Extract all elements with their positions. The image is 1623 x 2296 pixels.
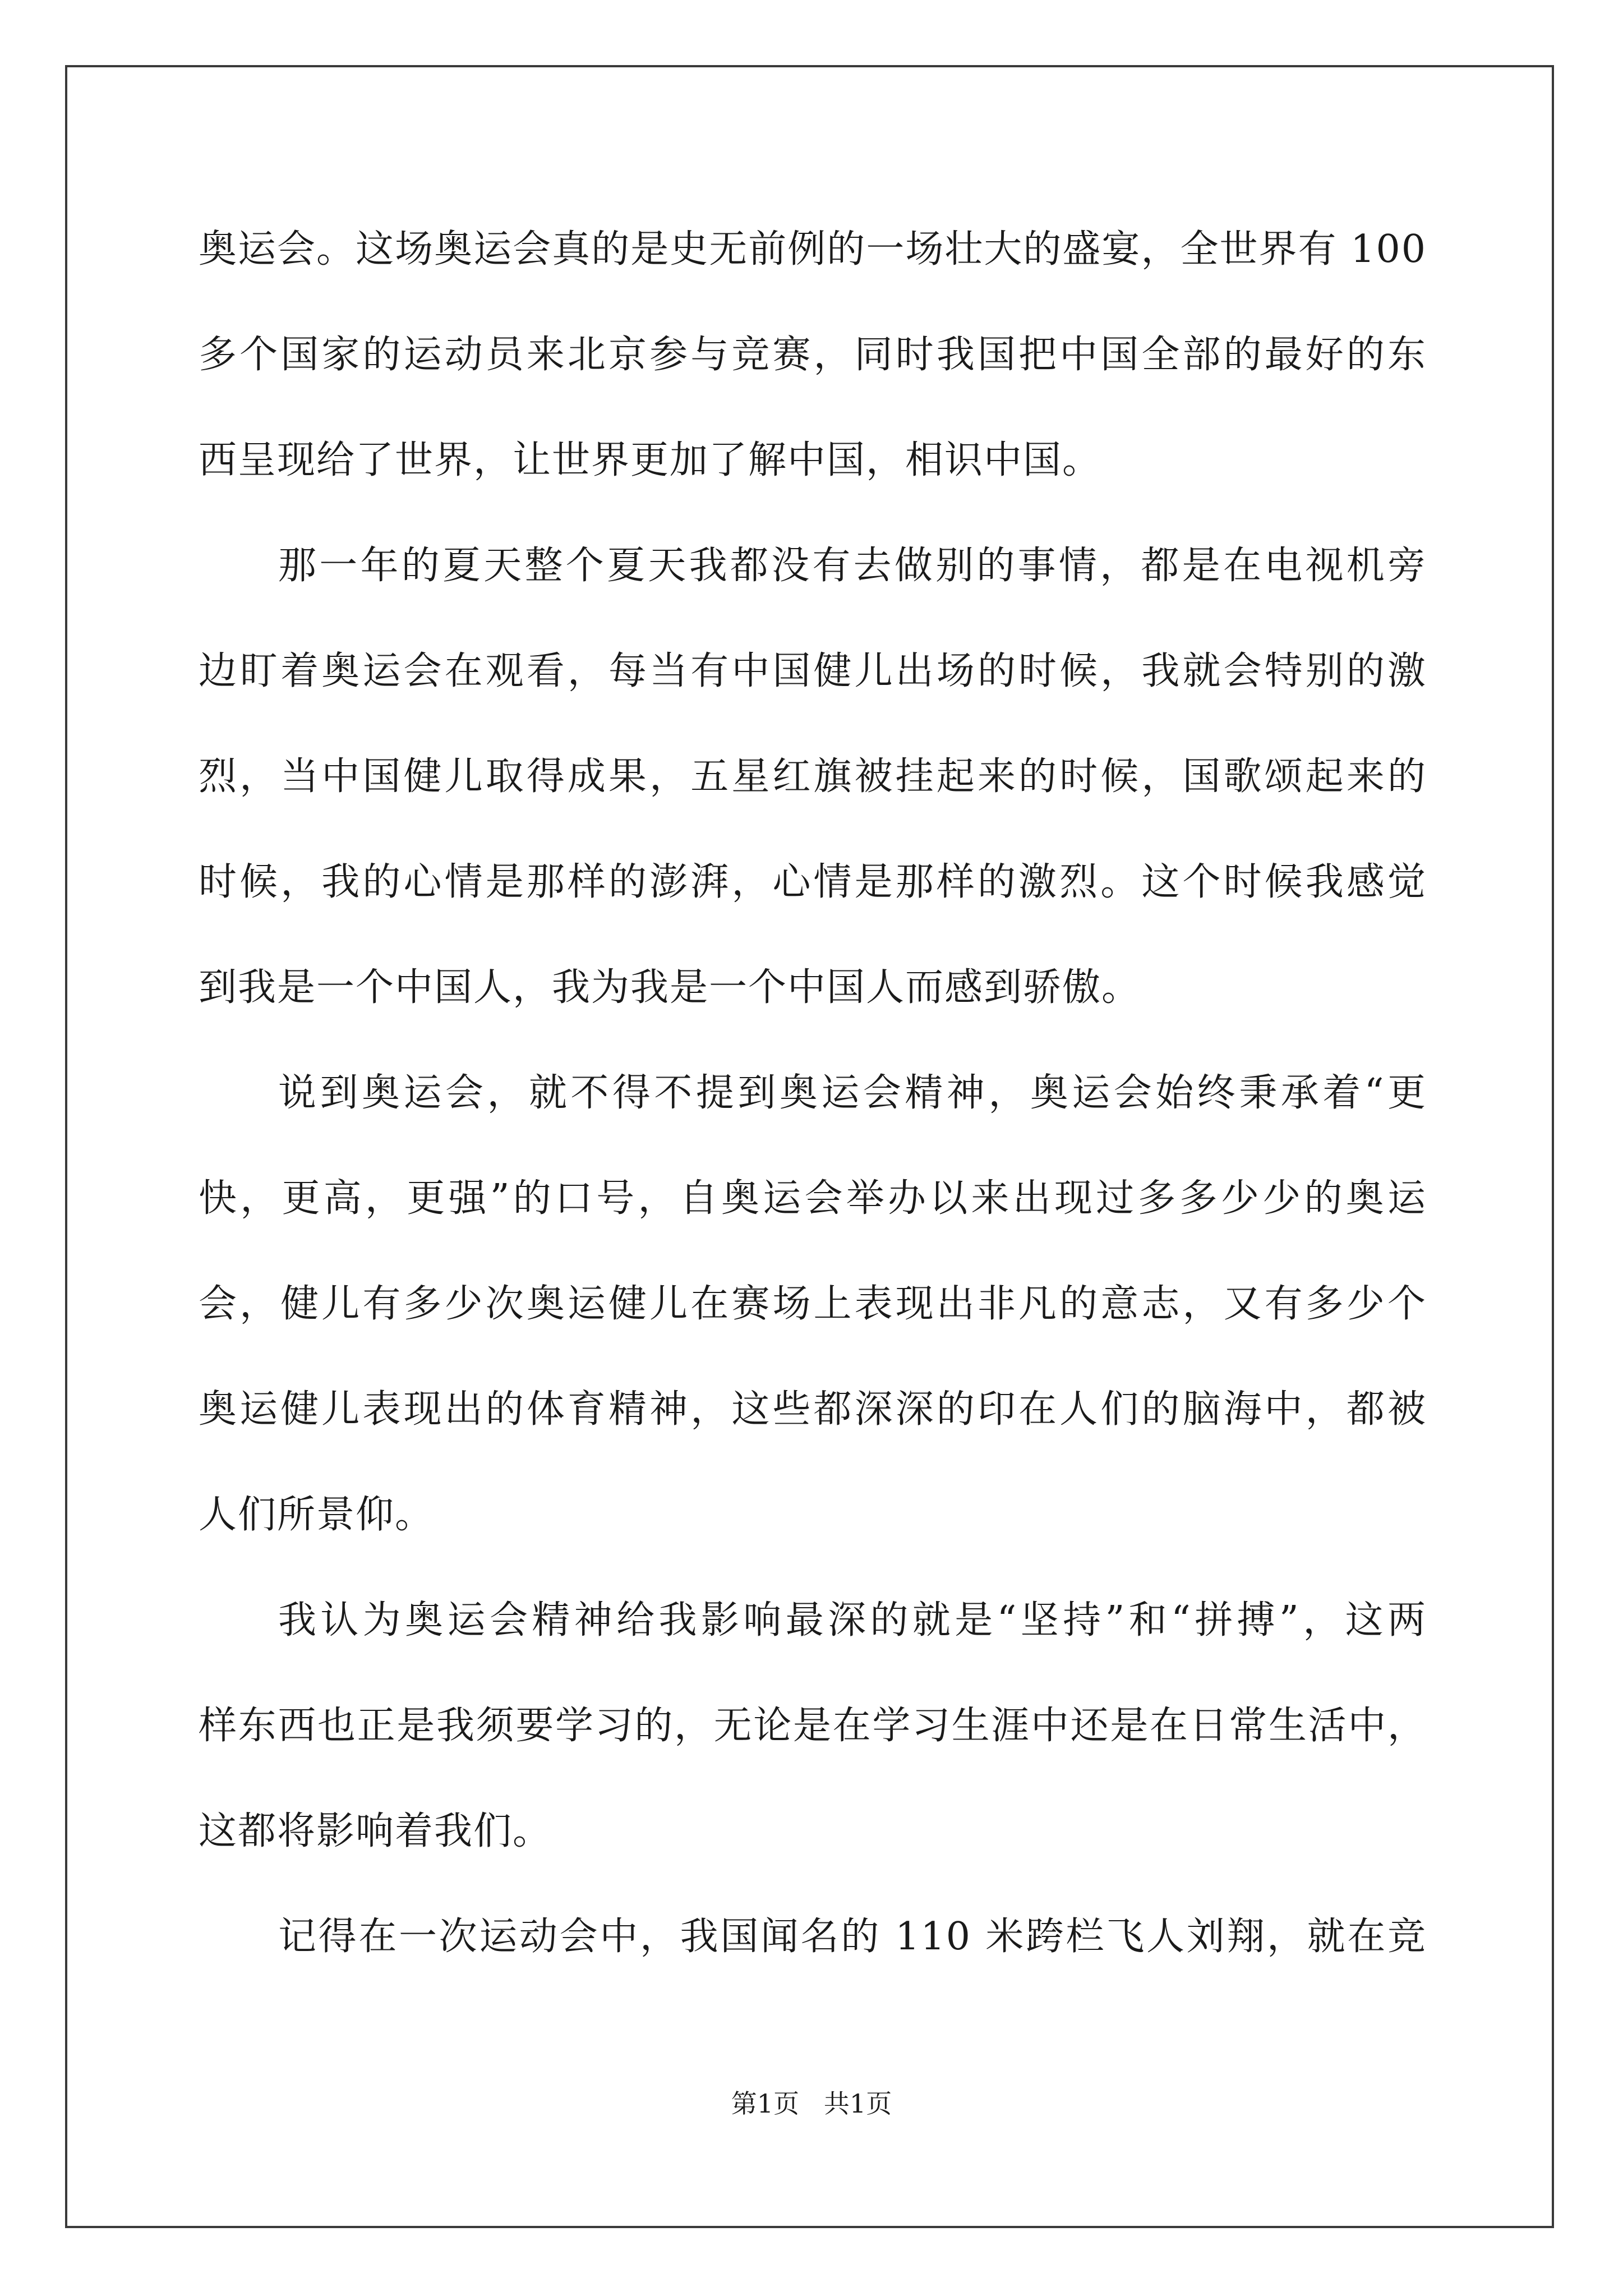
text-line: 我认为奥运会精神给我影响最深的就是“坚持”和“拼搏”，这两 <box>278 1598 1427 1642</box>
text-line: 说到奥运会，就不得不提到奥运会精神，奥运会始终秉承着“更 <box>278 1071 1427 1115</box>
text-line: 会，健儿有多少次奥运健儿在赛场上表现出非凡的意志，又有多少个 <box>199 1282 1427 1326</box>
text-line: 到我是一个中国人，我为我是一个中国人而感到骄傲。 <box>199 965 1141 1010</box>
body-text <box>199 208 1427 2000</box>
text-line: 时候，我的心情是那样的澎湃，心情是那样的激烈。这个时候我感觉 <box>199 860 1427 904</box>
text-line: 这都将影响着我们。 <box>199 1809 552 1853</box>
text-line: 那一年的夏天整个夏天我都没有去做别的事情，都是在电视机旁 <box>278 544 1427 588</box>
text-line: 快，更高，更强”的口号，自奥运会举办以来出现过多多少少的奥运 <box>199 1176 1427 1221</box>
text-line: 奥运健儿表现出的体育精神，这些都深深的印在人们的脑海中，都被 <box>199 1387 1427 1432</box>
text-line: 样东西也正是我须要学习的，无论是在学习生涯中还是在日常生活中， <box>199 1704 1427 1748</box>
text-line: 多个国家的运动员来北京参与竞赛，同时我国把中国全部的最好的东 <box>199 333 1427 377</box>
text-line: 奥运会。这场奥运会真的是史无前例的一场壮大的盛宴，全世界有 100 <box>199 227 1427 272</box>
text-line: 边盯着奥运会在观看，每当有中国健儿出场的时候，我就会特别的激 <box>199 649 1427 693</box>
text-line: 记得在一次运动会中，我国闻名的 110 米跨栏飞人刘翔，就在竞 <box>278 1915 1427 1959</box>
text-line: 西呈现给了世界，让世界更加了解中国，相识中国。 <box>199 438 1102 482</box>
page-number-footer: 第1页 共1页 <box>731 2088 892 2119</box>
text-line: 人们所景仰。 <box>199 1493 435 1537</box>
text-line: 烈，当中国健儿取得成果，五星红旗被挂起来的时候，国歌颂起来的 <box>199 754 1427 799</box>
